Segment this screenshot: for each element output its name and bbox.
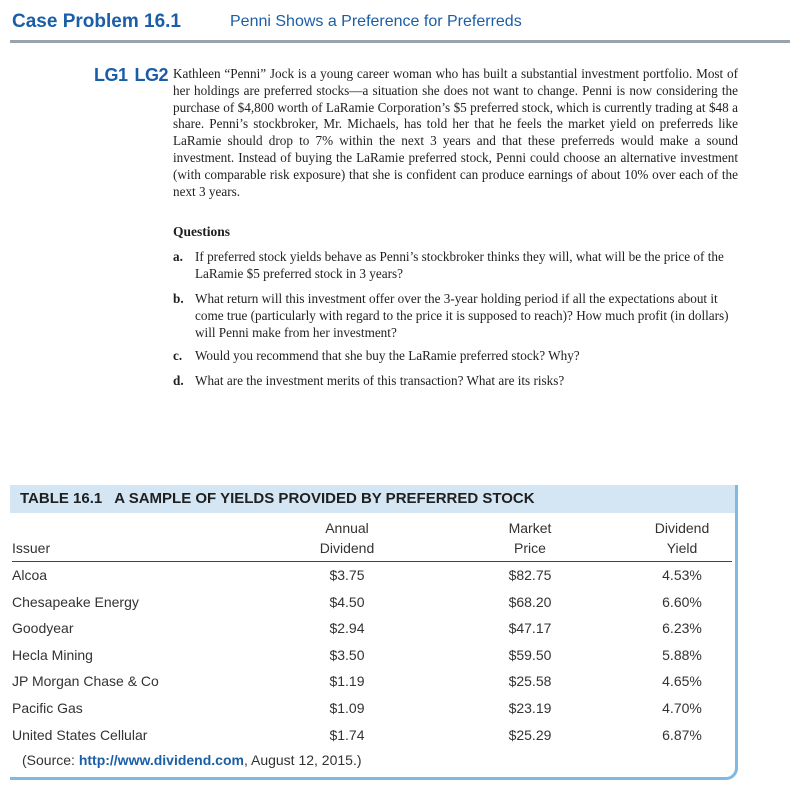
question-letter: a.	[173, 249, 183, 264]
learning-goal-2-icon: LG2	[134, 65, 169, 85]
price-cell: $82.75	[508, 567, 552, 583]
price-cell: $23.19	[508, 700, 552, 716]
yield-cell: 6.60%	[662, 594, 702, 610]
issuer-cell: Pacific Gas	[12, 700, 83, 716]
issuer-cell: Chesapeake Energy	[12, 594, 139, 610]
table-title-bar	[10, 485, 735, 513]
table-number: TABLE 16.1	[20, 490, 103, 507]
table-row	[12, 590, 732, 616]
issuer-cell: United States Cellular	[12, 727, 148, 743]
questions-heading: Questions	[173, 224, 231, 239]
yield-cell: 6.87%	[662, 727, 702, 743]
header-dividend-yield	[632, 518, 732, 558]
price-cell: $25.29	[508, 727, 552, 743]
question-c	[173, 348, 738, 365]
question-d	[173, 373, 738, 390]
price-cell: $59.50	[508, 647, 552, 663]
header-line: Market	[508, 520, 552, 536]
dividend-cell: $3.75	[329, 567, 365, 583]
dividend-cell: $3.50	[329, 647, 365, 663]
source-suffix: , August 12, 2015.)	[243, 752, 362, 768]
yield-cell: 4.70%	[662, 700, 702, 716]
table-row	[12, 563, 732, 589]
learning-goal-1-icon: LG1	[94, 65, 128, 85]
header-annual-dividend	[302, 518, 392, 558]
yield-cell: 4.65%	[662, 673, 702, 689]
case-title: Case Problem 16.1	[12, 11, 181, 32]
header-issuer: Issuer	[12, 540, 51, 556]
yield-cell: 5.88%	[662, 647, 702, 663]
question-letter: b.	[173, 291, 184, 306]
dividend-cell: $2.94	[329, 620, 365, 636]
price-cell: $68.20	[508, 594, 552, 610]
question-text: What are the investment merits of this transaction? What are its risks?	[195, 373, 565, 388]
table-header-divider	[12, 561, 732, 562]
dividend-cell: $1.74	[329, 727, 365, 743]
question-text: What return will this investment offer over the 3-year holding period if all the expectations about it come true (particularly with regard to the price it is supposed to reach)? How much profit (in dollars) will Penni make from her investment?	[195, 291, 729, 340]
question-b	[173, 291, 738, 341]
table-row	[12, 696, 732, 722]
dividend-cell: $1.09	[329, 700, 365, 716]
price-cell: $47.17	[508, 620, 552, 636]
price-cell: $25.58	[508, 673, 552, 689]
table-row	[12, 723, 732, 749]
question-letter: c.	[173, 348, 183, 363]
dividend-cell: $1.19	[329, 673, 365, 689]
table-caption: A SAMPLE OF YIELDS PROVIDED BY PREFERRED STOCK	[114, 490, 535, 507]
table-title	[20, 490, 535, 507]
header-divider	[10, 40, 790, 43]
issuer-cell: Alcoa	[12, 567, 48, 583]
header-line: Price	[514, 540, 546, 556]
source-link[interactable]: http://www.dividend.com	[78, 752, 244, 768]
issuer-cell: JP Morgan Chase & Co	[12, 673, 159, 689]
question-text: Would you recommend that she buy the LaRamie preferred stock? Why?	[195, 348, 580, 363]
yield-cell: 4.53%	[662, 567, 702, 583]
header-market-price	[480, 518, 580, 558]
table-source	[22, 752, 362, 768]
dividend-cell: $4.50	[329, 594, 365, 610]
question-letter: d.	[173, 373, 184, 388]
table-row	[12, 669, 732, 695]
header-line: Dividend	[654, 520, 710, 536]
case-header	[0, 0, 798, 44]
issuer-cell: Hecla Mining	[12, 647, 93, 663]
question-text: If preferred stock yields behave as Penni’s stockbroker thinks they will, what will be the price of the LaRamie $5 preferred stock in 3 years?	[195, 249, 724, 281]
yield-cell: 6.23%	[662, 620, 702, 636]
question-a	[173, 249, 738, 283]
source-prefix: (Source:	[22, 752, 79, 768]
case-intro-paragraph: Kathleen “Penni” Jock is a young career woman who has built a substantial investment portfolio. Most of her holdings are preferred stocks—a situation she does not want to change. Penni is now considering the purchase of $4,800 worth of LaRamie Corporation’s $5 preferred stock, which is currently trading at $48 a share. Penni’s stockbroker, Mr. Michaels, has told her that he feels the market yield on preferreds like LaRamie should drop to 7% within the next 3 years and that these preferreds would make a sound investment. Instead of buying the LaRamie preferred stock, Penni could choose an alternative investment (with comparable risk exposure) that she is confident can produce earnings of about 10% over each of the next 3 years.	[173, 66, 738, 199]
issuer-cell: Goodyear	[12, 620, 74, 636]
learning-goal-icons	[94, 65, 175, 86]
header-line: Dividend	[319, 540, 375, 556]
table-row	[12, 643, 732, 669]
case-subtitle: Penni Shows a Preference for Preferreds	[230, 13, 522, 30]
table-row	[12, 616, 732, 642]
header-line: Yield	[666, 540, 698, 556]
header-line: Annual	[325, 520, 369, 536]
